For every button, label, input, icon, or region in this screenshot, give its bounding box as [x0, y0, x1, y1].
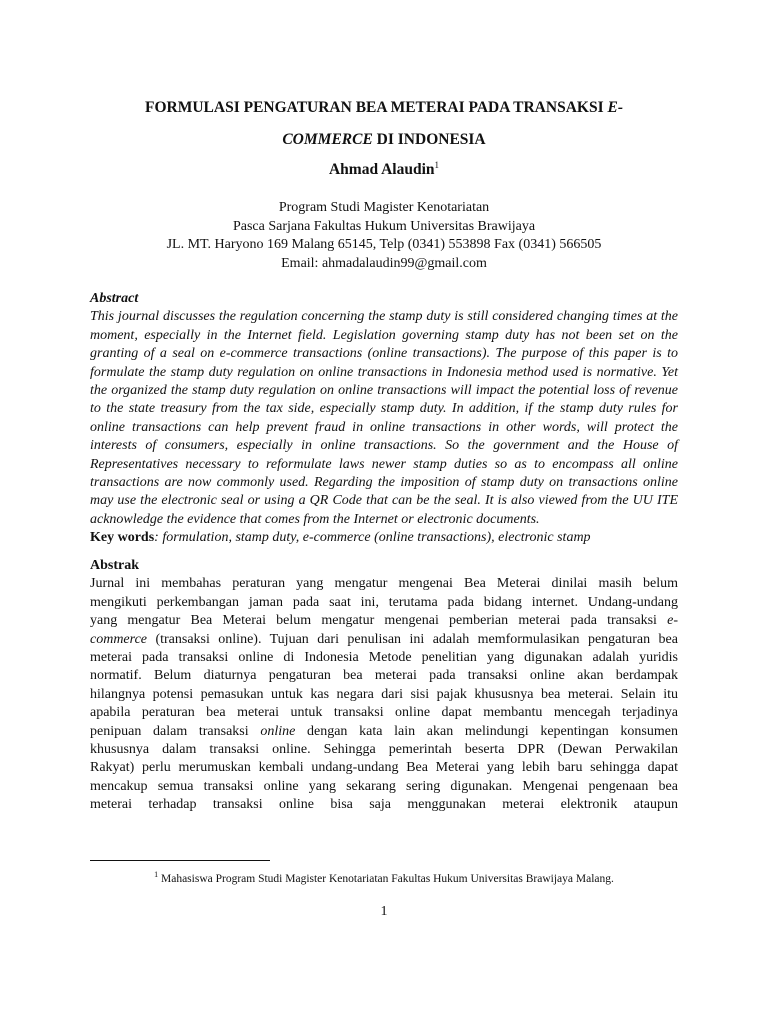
affiliation-block: [90, 199, 678, 273]
author-name-text: Ahmad Alaudin: [328, 161, 435, 178]
abstrak-line: [90, 759, 678, 777]
abstrak-line: [90, 796, 678, 814]
footnote-text: Mahasiswa Program Studi Magister Kenotariatan Fakultas Hukum Universitas Brawijaya Malang.: [158, 873, 614, 885]
abstrak-text: penipuan dalam transaksi: [90, 723, 261, 739]
footnote-separator: [90, 860, 270, 861]
affiliation-email: Email: ahmadalaudin99@gmail.com: [281, 255, 487, 271]
title-line-1: [90, 92, 678, 124]
affiliation-faculty: Pasca Sarjana Fakultas Hukum Universitas Brawijaya: [232, 218, 536, 234]
abstrak-text: meterai terhadap transaksi online bisa saja menggunakan meterai elektronik ataupun: [90, 797, 678, 813]
abstrak-line: [90, 594, 678, 612]
abstrak-heading: Abstrak: [90, 558, 140, 573]
title-italic-part: COMMERCE: [282, 131, 373, 148]
keywords-text: : formulation, stamp duty, e-commerce (online transactions), electronic stamp: [154, 530, 591, 546]
abstract-body: This journal discusses the regulation concerning the stamp duty is still considered changing times at the moment, especially in the Internet field. Legislation governing stamp duty has not been set on the granting of a seal on e-commerce transactions (online transactions). The purpose of this paper is to formulate the stamp duty regulation on online transactions in Indonesia method used is normative. Yet the organized the stamp duty regulation on online transactions will impact the potential loss of revenue to the state treasury from the tax side, especially stamp duty. In addition, if the stamp duty rules for online transactions can help prevent fraud in online transactions in other words, will protect the interests of consumers, especially in online transactions. So the government and the House of Representatives necessary to reformulate laws newer stamp duties so as to encompass all online transactions are now commonly used. Regarding the imposition of stamp duty on transactions online may use the electronic seal or using a QR Code that can be the seal. It is also viewed from the UU ITE acknowledge the evidence that comes from the Internet or electronic documents.: [90, 309, 678, 527]
title-text: DI INDONESIA: [372, 131, 486, 148]
author-footnote-marker: 1: [434, 160, 440, 170]
abstrak-italic: online: [260, 723, 296, 739]
abstrak-line: [90, 667, 678, 685]
abstrak-line: [90, 778, 678, 796]
abstrak-text: Rakyat) perlu merumuskan kembali undang-undang Bea Meterai yang lebih baru sehingga dapat: [90, 760, 678, 776]
abstrak-text: mengikuti perkembangan jaman pada saat ini, terutama pada bidang internet. Undang-undang: [90, 594, 678, 610]
abstrak-text: yang mengatur Bea Meterai belum mengatur mengenai pemberian meterai pada transaksi: [90, 613, 668, 629]
abstrak-line: [90, 612, 678, 630]
abstrak-text: (transaksi online). Tujuan dari penulisan ini adalah memformulasikan pengaturan bea: [147, 631, 678, 647]
abstrak-line: [90, 686, 678, 704]
title-line-2: [90, 124, 678, 156]
abstrak-text: mencakup semua transaksi online yang sekarang sering digunakan. Mengenai pengenaan bea: [90, 778, 678, 794]
abstrak-line: [90, 631, 678, 649]
abstrak-text: normatif. Belum diaturnya pengaturan bea meterai pada transaksi online akan berdampak: [90, 668, 678, 684]
title-italic-part: E-: [607, 99, 623, 116]
page-number: 1: [380, 904, 388, 919]
affiliation-address: JL. MT. Haryono 169 Malang 65145, Telp (0341) 553898 Fax (0341) 566505: [166, 237, 602, 252]
abstrak-text: hilangnya potensi pemasukan untuk kas negara dari sisi pajak khususnya bea meterai. Selain itu: [90, 686, 678, 702]
abstrak-text: khususnya dalam transaksi online. Sehingga pemerintah beserta DPR (Dewan Perwakilan: [90, 741, 678, 757]
title-text: FORMULASI PENGATURAN BEA METERAI PADA TRANSAKSI: [145, 99, 608, 116]
footnote: [90, 870, 678, 885]
abstrak-line: [90, 741, 678, 759]
abstrak-text: apabila peraturan bea meterai untuk transaksi online dapat membantu mencegah terjadinya: [90, 705, 678, 721]
keywords-label: Key words: [90, 530, 155, 546]
abstrak-line: [90, 723, 678, 741]
abstract-heading: Abstract: [90, 291, 139, 306]
abstrak-text: dengan kata lain akan melindungi kepentingan konsumen: [295, 723, 678, 739]
keywords: [90, 529, 678, 547]
abstract-indonesian: [90, 557, 678, 814]
footnote-marker: 1: [154, 870, 159, 879]
author-name: [90, 160, 678, 179]
abstrak-italic: e-: [667, 613, 678, 629]
abstrak-italic: commerce: [90, 631, 148, 647]
paper-title: [90, 92, 678, 156]
abstrak-line: [90, 704, 678, 722]
abstrak-text: meterai pada transaksi online di Indonesia Metode penelitian yang digunakan adalah yuridis: [90, 649, 678, 665]
abstrak-text: Jurnal ini membahas peraturan yang mengatur mengenai Bea Meterai dinilai masih belum: [90, 576, 678, 592]
abstract-english: [90, 290, 678, 548]
abstrak-line: [90, 649, 678, 667]
affiliation-program: Program Studi Magister Kenotariatan: [278, 200, 490, 215]
abstrak-line: [90, 575, 678, 593]
